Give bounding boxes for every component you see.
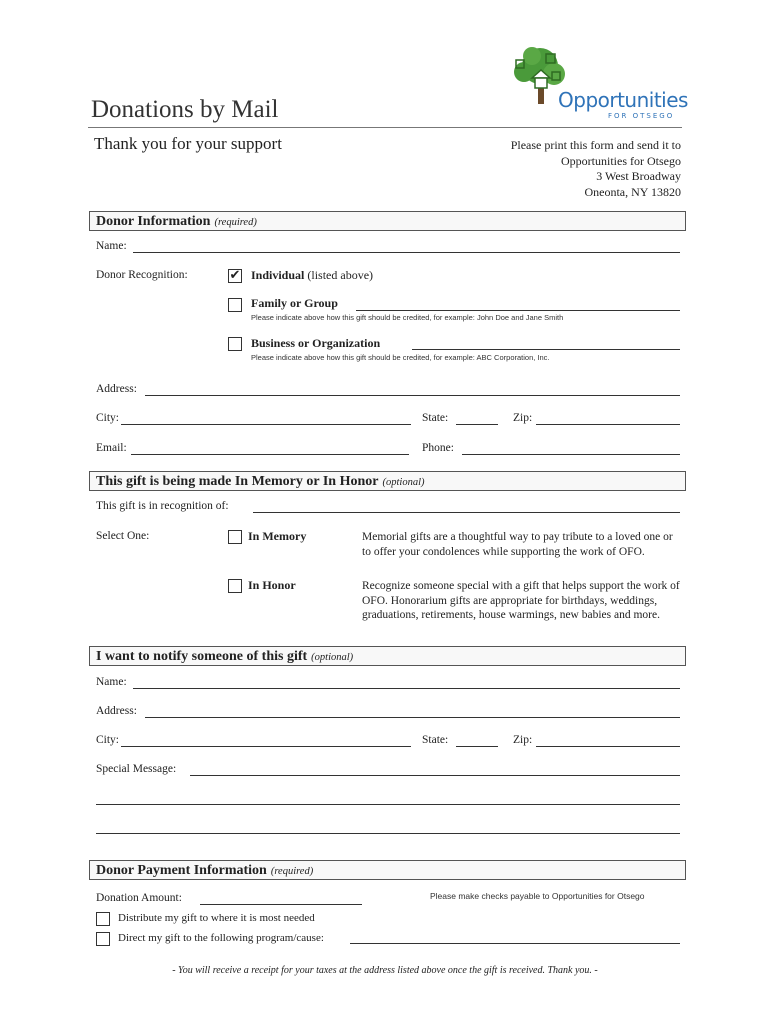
family-name-field[interactable] <box>356 310 680 311</box>
address-line: Please print this form and send it to <box>510 138 681 152</box>
logo-subtext: FOR OTSEGO <box>608 112 675 120</box>
notify-city-label: City: <box>96 734 120 746</box>
special-message-line[interactable] <box>96 833 680 834</box>
special-message-field[interactable] <box>190 775 680 776</box>
family-option: Family or Group <box>251 296 338 310</box>
section-title: This gift is being made In Memory or In Honor <box>96 474 379 489</box>
section-note: (optional) <box>382 477 425 488</box>
recognition-of-field[interactable] <box>253 512 680 513</box>
special-message-line[interactable] <box>96 804 680 805</box>
donor-name-label: Name: <box>96 240 127 252</box>
recognition-of-label: This gift is in recognition of: <box>96 500 229 512</box>
direct-gift-field[interactable] <box>350 943 680 944</box>
donor-zip-field[interactable] <box>536 424 680 425</box>
notify-city-field[interactable] <box>121 746 411 747</box>
page-title: Donations by Mail <box>91 96 279 123</box>
page-subtitle: Thank you for your support <box>94 134 282 153</box>
family-checkbox[interactable] <box>228 298 242 312</box>
most-needed-label: Distribute my gift to where it is most needed <box>118 912 315 924</box>
mailing-address <box>511 138 681 200</box>
in-honor-checkbox[interactable] <box>228 579 242 593</box>
section-title: Donor Information <box>96 214 211 229</box>
in-memory-option: In Memory <box>248 529 307 543</box>
special-message-label: Special Message: <box>96 763 177 775</box>
address-line: Oneonta, NY 13820 <box>584 184 681 199</box>
donor-email-field[interactable] <box>131 454 409 455</box>
notify-address-field[interactable] <box>145 717 680 718</box>
direct-gift-checkbox[interactable] <box>96 932 110 946</box>
donor-email-label: Email: <box>96 442 127 454</box>
donor-phone-label: Phone: <box>422 442 454 454</box>
business-name-field[interactable] <box>412 349 680 350</box>
logo-text: Opportunities <box>558 88 688 112</box>
donor-state-field[interactable] <box>456 424 498 425</box>
donor-zip-label: Zip: <box>513 412 533 424</box>
notify-address-label: Address: <box>96 705 137 717</box>
notify-section-header <box>89 646 686 666</box>
payment-section-header <box>89 860 686 880</box>
address-line: 3 West Broadway <box>596 169 681 183</box>
business-checkbox[interactable] <box>228 337 242 351</box>
donor-state-label: State: <box>422 412 449 424</box>
individual-option: Individual (listed above) <box>251 268 374 282</box>
notify-state-field[interactable] <box>456 746 498 747</box>
donor-city-field[interactable] <box>121 424 411 425</box>
donor-address-label: Address: <box>96 383 137 395</box>
donor-city-label: City: <box>96 412 120 424</box>
family-hint: Please indicate above how this gift should be credited, for example: John Doe and Jane Smith <box>251 313 564 322</box>
select-one-label: Select One: <box>96 530 150 542</box>
title-divider <box>88 127 682 128</box>
donation-amount-label: Donation Amount: <box>96 892 182 904</box>
donor-section-header <box>89 211 686 231</box>
in-honor-option: In Honor <box>248 578 296 592</box>
in-memory-description: Memorial gifts are a thoughtful way to pay tribute to a loved one or to offer your condolences while supporting the work of OFO. <box>362 531 673 558</box>
donation-amount-field[interactable] <box>200 904 362 905</box>
recognition-label: Donor Recognition: <box>96 269 188 281</box>
direct-gift-label: Direct my gift to the following program/cause: <box>118 932 324 944</box>
section-title: Donor Payment Information <box>96 863 267 878</box>
business-option: Business or Organization <box>251 336 381 350</box>
memory-section-header <box>89 471 686 491</box>
address-line: Opportunities for Otsego <box>561 153 681 168</box>
footer-note: - You will receive a receipt for your taxes at the address listed above once the gift is received. Thank you. - <box>172 965 598 976</box>
notify-name-field[interactable] <box>133 688 680 689</box>
notify-zip-field[interactable] <box>536 746 680 747</box>
business-hint: Please indicate above how this gift should be credited, for example: ABC Corporation, Inc. <box>251 353 550 362</box>
section-title: I want to notify someone of this gift <box>96 649 308 664</box>
donor-name-field[interactable] <box>133 252 680 253</box>
individual-checkbox[interactable] <box>228 269 242 283</box>
in-memory-checkbox[interactable] <box>228 530 242 544</box>
logo <box>510 44 688 124</box>
in-honor-description: Recognize someone special with a gift that helps support the work of OFO. Honorarium gifts are appropriate for birthdays, weddings, graduations, retirements, house warmings, new babies and more. <box>362 580 680 621</box>
section-note: (required) <box>270 866 314 877</box>
section-note: (optional) <box>311 652 354 663</box>
most-needed-checkbox[interactable] <box>96 912 110 926</box>
notify-zip-label: Zip: <box>513 734 533 746</box>
notify-name-label: Name: <box>96 676 127 688</box>
checks-payable-note: Please make checks payable to Opportunities for Otsego <box>430 891 645 901</box>
check-icon: ✔ <box>229 268 241 283</box>
donor-phone-field[interactable] <box>462 454 680 455</box>
section-note: (required) <box>214 217 257 228</box>
notify-state-label: State: <box>422 734 449 746</box>
donor-address-field[interactable] <box>145 395 680 396</box>
